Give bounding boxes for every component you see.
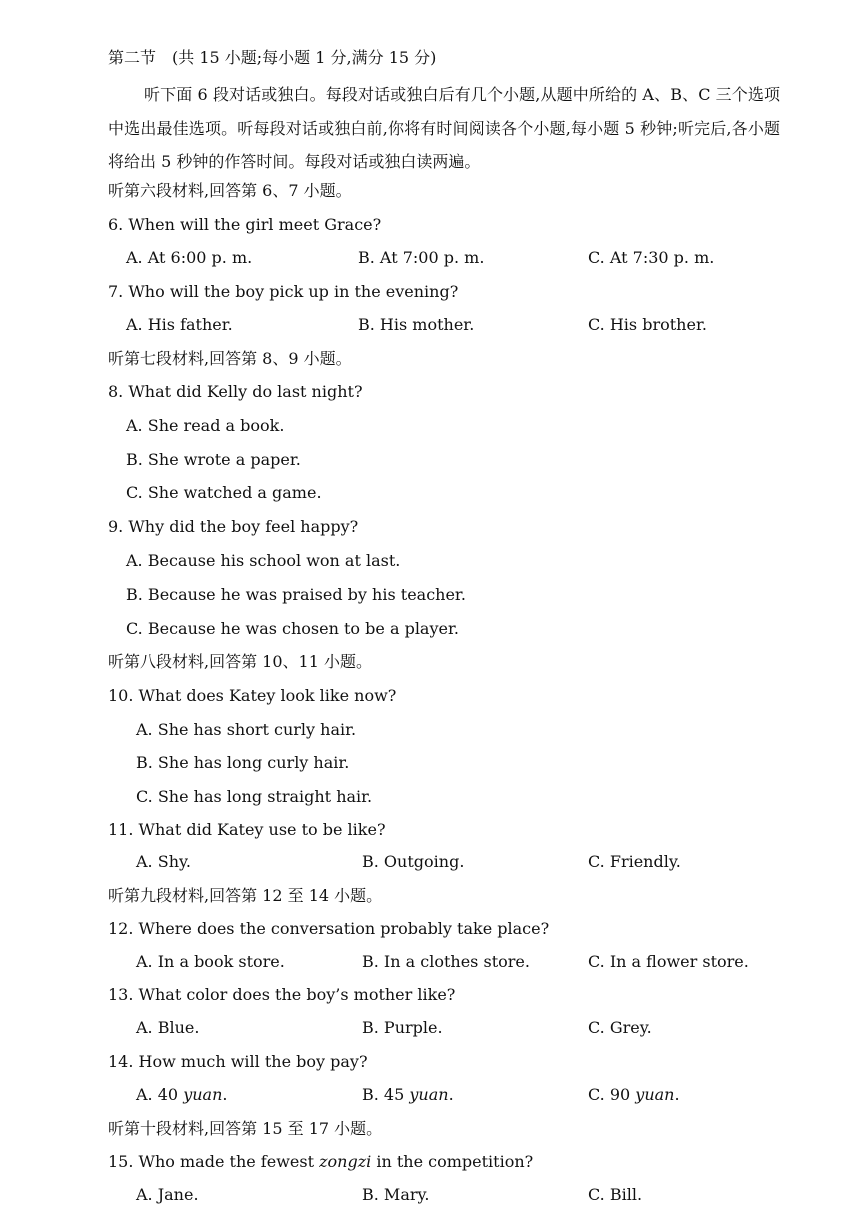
option-c: C. Grey.: [588, 1018, 652, 1037]
option-b: B. Outgoing.: [362, 852, 465, 871]
question-stem-emphasis: zongzi: [319, 1152, 372, 1171]
option-a: A. At 6:00 p. m.: [126, 248, 253, 267]
option-c: C. Bill.: [588, 1185, 643, 1204]
group-heading: 听第八段材料,回答第 10、11 小题。: [108, 652, 372, 671]
option-b: B. Purple.: [362, 1018, 443, 1037]
option-a: [136, 1085, 227, 1105]
question-stem-start: 15. Who made the fewest: [108, 1152, 314, 1171]
group-heading: 听第九段材料,回答第 12 至 14 小题。: [108, 886, 383, 905]
question-stem: [108, 1152, 533, 1172]
option-a: A. She has short curly hair.: [136, 720, 357, 739]
option-c: C. At 7:30 p. m.: [588, 248, 715, 267]
option-c: C. In a flower store.: [588, 952, 749, 971]
option-b: B. At 7:00 p. m.: [358, 248, 485, 267]
group-heading: 听第六段材料,回答第 6、7 小题。: [108, 181, 352, 200]
option-b-number: B. 45: [362, 1085, 405, 1104]
question-stem: 13. What color does the boy’s mother like?: [108, 985, 456, 1004]
option-a: A. Jane.: [136, 1185, 199, 1204]
option-c-end: .: [674, 1085, 680, 1104]
option-a-unit: yuan: [183, 1085, 223, 1104]
option-c-unit: yuan: [635, 1085, 675, 1104]
option-c: C. She has long straight hair.: [136, 787, 373, 806]
option-a-end: .: [222, 1085, 228, 1104]
option-c: C. She watched a game.: [126, 483, 322, 502]
option-a: A. She read a book.: [126, 416, 285, 435]
option-a: A. His father.: [126, 315, 233, 334]
question-stem: 14. How much will the boy pay?: [108, 1052, 368, 1071]
question-stem: 9. Why did the boy feel happy?: [108, 517, 359, 536]
option-a: A. Blue.: [136, 1018, 200, 1037]
option-b: B. She wrote a paper.: [126, 450, 301, 469]
option-b-end: .: [448, 1085, 454, 1104]
option-a: A. Because his school won at last.: [126, 551, 401, 570]
question-stem: 7. Who will the boy pick up in the evening?: [108, 282, 459, 301]
section-title: 第二节 (共 15 小题;每小题 1 分,满分 15 分): [108, 48, 437, 67]
group-heading: 听第十段材料,回答第 15 至 17 小题。: [108, 1119, 383, 1138]
option-a: A. Shy.: [136, 852, 191, 871]
option-b: [362, 1085, 454, 1105]
option-c: [588, 1085, 680, 1105]
question-stem: 6. When will the girl meet Grace?: [108, 215, 382, 234]
section-instructions: 听下面 6 段对话或独白。每段对话或独白后有几个小题,从题中所给的 A、B、C 三个选项中选出最佳选项。听每段对话或独白前,你将有时间阅读各个小题,每小题 5 秒钟;听完后,各小题将给出 5 秒钟的作答时间。每段对话或独白读两遍。: [108, 85, 780, 171]
option-c: C. Because he was chosen to be a player.: [126, 619, 459, 638]
option-b: B. His mother.: [358, 315, 475, 334]
question-stem: 11. What did Katey use to be like?: [108, 820, 386, 839]
group-heading: 听第七段材料,回答第 8、9 小题。: [108, 349, 352, 368]
option-b: B. Because he was praised by his teacher.: [126, 585, 466, 604]
question-stem: 12. Where does the conversation probably take place?: [108, 919, 550, 938]
question-stem: 8. What did Kelly do last night?: [108, 382, 363, 401]
question-stem: 10. What does Katey look like now?: [108, 686, 397, 705]
option-b: B. She has long curly hair.: [136, 753, 350, 772]
option-b-unit: yuan: [409, 1085, 449, 1104]
option-c-number: C. 90: [588, 1085, 631, 1104]
option-a-number: A. 40: [136, 1085, 179, 1104]
option-a: A. In a book store.: [136, 952, 285, 971]
option-b: B. In a clothes store.: [362, 952, 530, 971]
question-stem-end: in the competition?: [376, 1152, 534, 1171]
option-c: C. His brother.: [588, 315, 707, 334]
option-b: B. Mary.: [362, 1185, 430, 1204]
option-c: C. Friendly.: [588, 852, 681, 871]
